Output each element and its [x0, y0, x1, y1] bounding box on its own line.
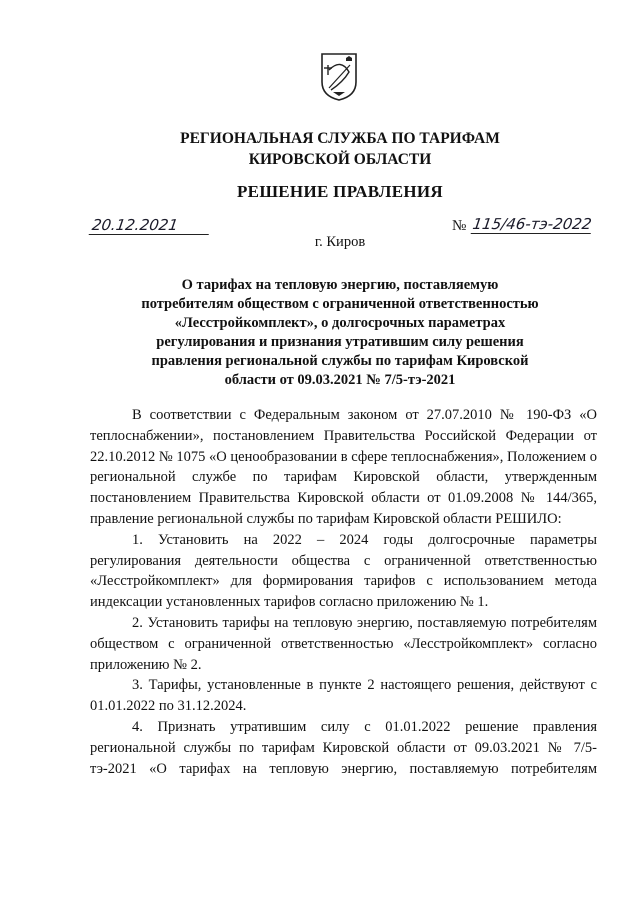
decision-date: 20.12.2021 — [89, 216, 212, 235]
number-sign: № — [452, 218, 467, 234]
intro-paragraph: В соответствии с Федеральным законом от 27.07.2010 № 190-ФЗ «О теплоснабжении», постановлением Правительства Российской Федерации от 22.10.2012 № 1075 «О ценообразовании в сфере теплоснабжения», Положением о региональной службе по тарифам Кировской области, утвержденным постановлением Правительства Кировской области от 01.09.2008 № 144/365, правление региональной службы по тарифам Кировской области РЕШИЛО: — [90, 407, 597, 527]
subject-line: О тарифах на тепловую энергию, поставляемую — [181, 277, 499, 293]
subject-line: регулирования и признания утратившим силу решения — [156, 334, 524, 350]
item-1: 1. Установить на 2022 – 2024 годы долгосрочные параметры регулирования деятельности общества с ограниченной ответственностью «Лесстройкомплект» для формирования тарифов с использованием метода индексации установленных тарифов согласно приложению № 1. — [90, 531, 597, 611]
organization-name — [0, 128, 640, 170]
decision-subject — [0, 276, 640, 390]
org-line-1: РЕГИОНАЛЬНАЯ СЛУЖБА ПО ТАРИФАМ — [180, 130, 500, 147]
decision-number: 115/46-тэ-2022 — [471, 215, 593, 233]
subject-line: области от 09.03.2021 № 7/5-тэ-2021 — [224, 372, 456, 388]
item-3: 3. Тарифы, установленные в пункте 2 настоящего решения, действуют с 01.01.2022 по 31.12.2024. — [90, 677, 597, 715]
city: г. Киров — [314, 234, 366, 250]
item-4: 4. Признать утратившим силу с 01.01.2022 решение правления региональной службы по тарифам Кировской области от 09.03.2021 № 7/5-тэ-2021 «О тарифах на тепловую энергию, поставляемую потребителям — [90, 718, 597, 777]
subject-line: правления региональной службы по тарифам Кировской — [151, 353, 529, 369]
coat-of-arms-icon — [319, 52, 359, 102]
subject-line: «Лесстройкомплект», о долгосрочных параметрах — [174, 315, 506, 331]
decision-body — [90, 405, 597, 779]
item-2: 2. Установить тарифы на тепловую энергию, поставляемую потребителям обществом с ограниченной ответственностью «Лесстройкомплект» согласно приложению № 2. — [90, 614, 597, 673]
org-line-2: КИРОВСКОЙ ОБЛАСТИ — [248, 151, 432, 168]
subject-line: потребителям обществом с ограниченной ответственностью — [141, 296, 539, 312]
decision-title: РЕШЕНИЕ ПРАВЛЕНИЯ — [237, 182, 443, 201]
